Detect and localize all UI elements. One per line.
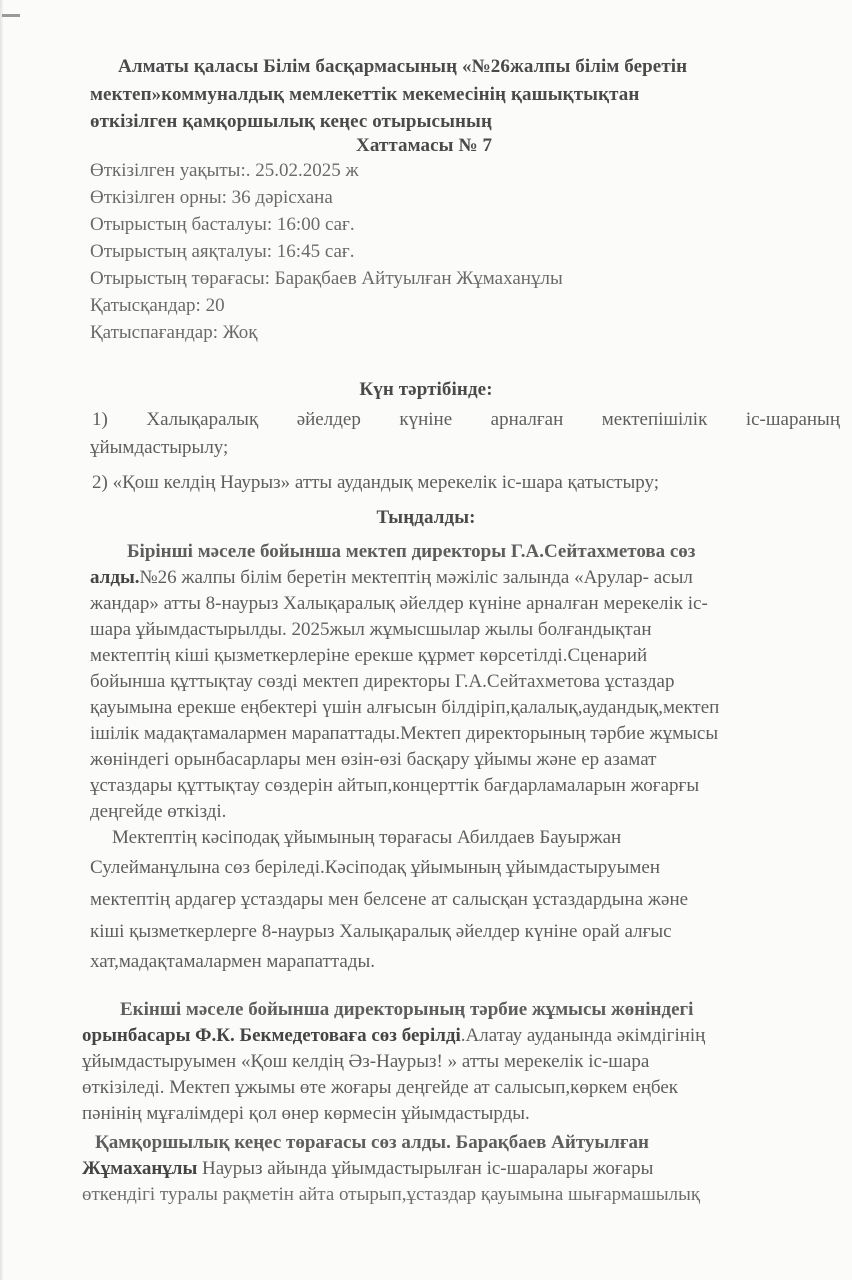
info-place: Өткізілген орны: 36 дәрісхана xyxy=(90,187,333,208)
section1-line: жөніндегі орынбасарлары мен өзін-өзі басқару ұйымы және ер азамат xyxy=(90,749,657,770)
agenda-word: 1) xyxy=(92,409,108,430)
info-absent: Қатыспағандар: Жоқ xyxy=(90,322,258,343)
section2-line2 xyxy=(82,1025,705,1047)
agenda-item-1-cont: ұйымдастырылу; xyxy=(90,437,229,458)
title-line-2: мектеп»коммуналдық мемлекеттік мекемесінің қашықтықтан xyxy=(90,84,640,105)
agenda-item-1 xyxy=(92,409,840,431)
page-edge xyxy=(0,0,3,1280)
protocol-title: Хаттамасы № 7 xyxy=(356,135,493,156)
section1-line: қауымына ерекше еңбектері үшін алғысын білдіріп,қалалық,аудандық,мектеп xyxy=(90,697,720,718)
scan-mark xyxy=(2,14,20,17)
title-line-1: Алматы қаласы Білім басқармасының «№26жалпы білім беретін xyxy=(118,56,688,77)
section1-line: ұстаздары құттықтау сөздерін айтып,концерттік бағдарламаларын жоғарғы xyxy=(90,775,700,796)
agenda-word: әйелдер xyxy=(296,409,361,430)
section2-line2-rest: .Алатау ауданында әкімдігінің xyxy=(460,1025,706,1046)
section1b-line: хат,мадақтамалармен марапаттады. xyxy=(90,951,376,972)
section2-line: пәнінің мұғалімдері қол өнер көрмесін ұйымдастырды. xyxy=(82,1103,530,1124)
section1-bold-line1: Бірінші мәселе бойынша мектеп директоры Г.А.Сейтахметова сөз xyxy=(127,541,696,562)
agenda-word: Халықаралық xyxy=(146,409,259,430)
section1-line: бойынша құттықтау сөзді мектеп директоры Г.А.Сейтахметова ұстаздар xyxy=(90,671,675,692)
info-chair: Отырыстың төрағасы: Барақбаев Айтуылған Жұмаханұлы xyxy=(90,268,563,289)
section1-line2-rest: №26 жалпы білім беретін мектептің мәжіліс залында «Арулар- асыл xyxy=(139,567,693,588)
agenda-word: іс-шараның xyxy=(745,409,840,430)
section1b-line: Сулейманұлына сөз беріледі.Кәсіподақ ұйымының ұйымдастыруымен xyxy=(90,857,661,878)
heard-heading: Тыңдалды: xyxy=(376,507,476,528)
info-start: Отырыстың басталуы: 16:00 сағ. xyxy=(90,214,355,235)
section2-bold-line2: орынбасары Ф.К. Бекмедетоваға сөз берілді xyxy=(82,1025,461,1046)
info-date: Өткізілген уақыты:. 25.02.2025 ж xyxy=(90,160,359,181)
agenda-heading: Күн тәртібінде: xyxy=(359,379,493,400)
section3-line2-rest: Наурыз айында ұйымдастырылған іс-шаралары жоғары xyxy=(197,1158,654,1179)
agenda-item-2: 2) «Қош келдің Наурыз» атты аудандық мерекелік іс-шара қатыстыру; xyxy=(92,472,660,493)
section1-line: жандар» атты 8-наурыз Халықаралық әйелдер күніне арналған мерекелік іс- xyxy=(90,593,708,614)
section2-bold-line1: Екінші мәселе бойынша директорының тәрбие жұмысы жөніндегі xyxy=(120,999,694,1020)
section1-line: мектептің кіші қызметкерлеріне ерекше құрмет көрсетілді.Сценарий xyxy=(90,645,648,666)
section3-bold-line2: Жұмаханұлы xyxy=(82,1158,198,1179)
section1-line2 xyxy=(90,567,693,589)
info-attended: Қатысқандар: 20 xyxy=(90,295,225,316)
section1-line: шара ұйымдастырылды. 2025жыл жұмысшылар жылы болғандықтан xyxy=(90,619,652,640)
section3-bold-line1: Қамқоршылық кеңес төрағасы сөз алды. Барақбаев Айтуылған xyxy=(95,1132,649,1153)
section2-line: өткізіледі. Мектеп ұжымы өте жоғары деңгейде ат салысып,көркем еңбек xyxy=(82,1077,678,1098)
section3-line: өткендігі туралы рақметін айта отырып,ұстаздар қауымына шығармашылық xyxy=(82,1184,701,1205)
section1-line: деңгейде өткізді. xyxy=(90,801,227,822)
section1b-line: мектептің ардагер ұстаздары мен белсене ат салысқан ұстаздардына және xyxy=(90,889,689,910)
info-end: Отырыстың аяқталуы: 16:45 сағ. xyxy=(90,241,355,262)
section1-bold-start: алды. xyxy=(90,567,140,588)
section3-line2 xyxy=(82,1158,653,1180)
agenda-word: мектепішілік xyxy=(601,409,708,430)
section2-line: ұйымдастыруымен «Қош келдің Әз-Наурыз! » атты мерекелік іс-шара xyxy=(82,1051,650,1072)
section1-line: ішілік мадақтамалармен марапаттады.Мектеп директорының тәрбие жұмысы xyxy=(90,723,719,744)
title-line-3: өткізілген қамқоршылық кеңес отырысының xyxy=(90,111,493,132)
section1b-line: кіші қызметкерлерге 8-наурыз Халықаралық әйелдер күніне орай алғыс xyxy=(90,921,672,942)
agenda-word: күніне xyxy=(399,409,453,430)
agenda-word: арналған xyxy=(490,409,564,430)
section1b-line: Мектептің кәсіподақ ұйымының төрағасы Абилдаев Бауыржан xyxy=(112,827,622,848)
